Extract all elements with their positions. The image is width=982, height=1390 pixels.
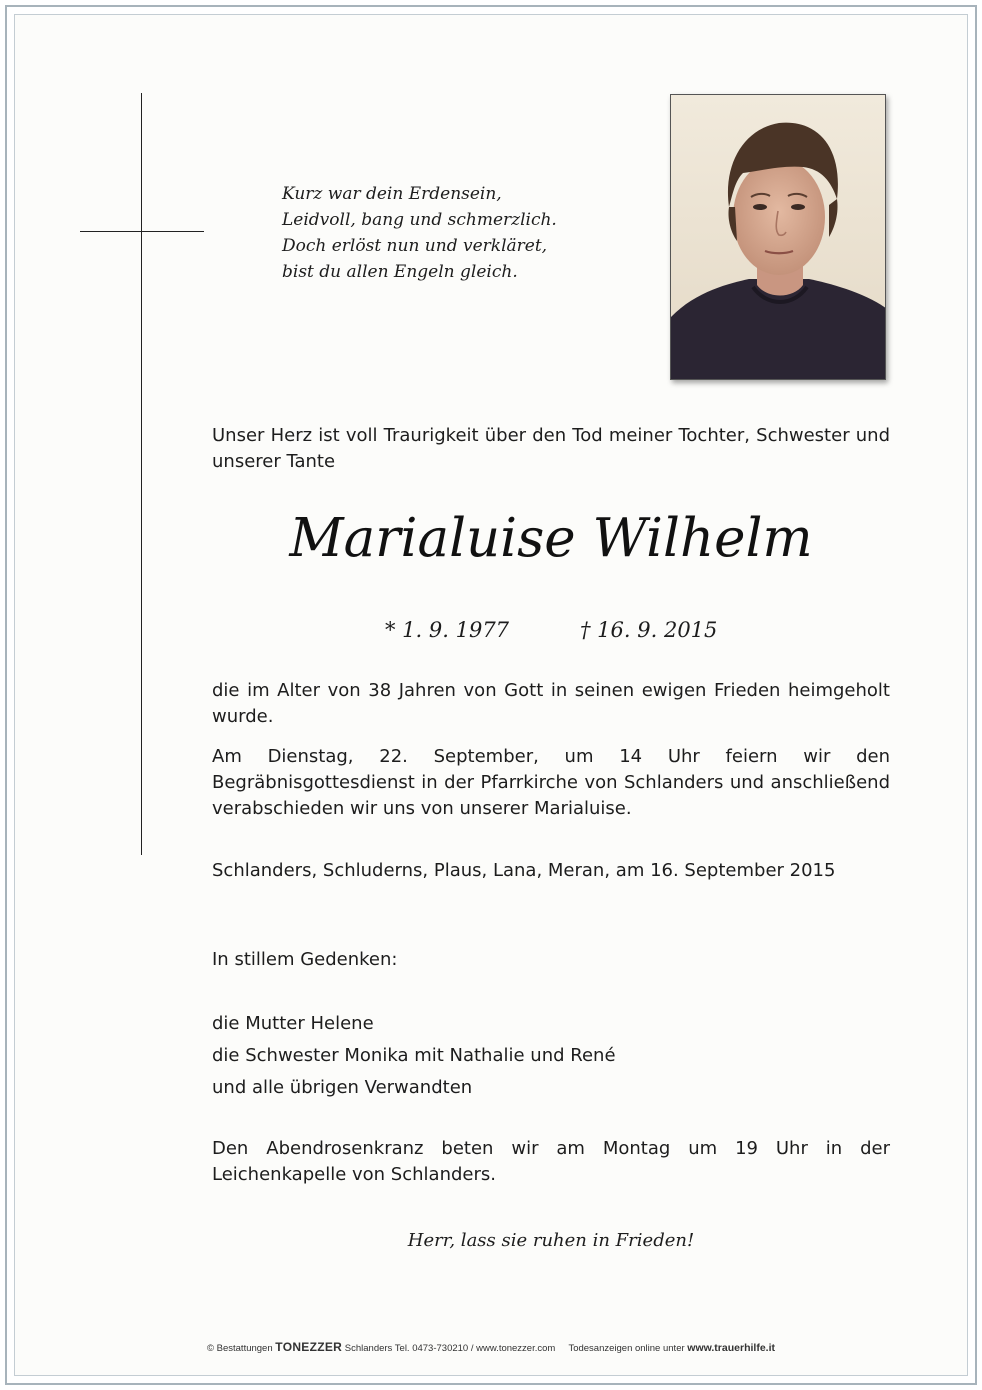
footer-prefix: © Bestattungen bbox=[207, 1343, 273, 1354]
poem-line: Kurz war dein Erdensein, bbox=[282, 184, 502, 204]
mourner-line: und alle übrigen Verwandten bbox=[212, 1077, 473, 1098]
footer-tel: Tel. 0473-730210 / www.tonezzer.com bbox=[394, 1343, 556, 1354]
cross-icon-vertical bbox=[141, 93, 142, 855]
mourners-list bbox=[212, 1008, 890, 1104]
mourner-line: die Schwester Monika mit Nathalie und René bbox=[212, 1045, 616, 1066]
footer-brand: TONEZZER bbox=[275, 1340, 343, 1354]
mourner-line: die Mutter Helene bbox=[212, 1013, 374, 1034]
portrait-photo bbox=[670, 94, 886, 380]
funeral-paragraph: Am Dienstag, 22. September, um 14 Uhr feiern wir den Begräbnisgottesdienst in der Pfarrkirche von Schlanders und anschließend verabschieden wir uns von unserer Marialuise. bbox=[212, 746, 890, 819]
poem-line: Leidvoll, bang und schmerzlich. bbox=[282, 210, 557, 230]
poem-line: Doch erlöst nun und verkläret, bbox=[282, 236, 548, 256]
rosary-paragraph: Den Abendrosenkranz beten wir am Montag um 19 Uhr in der Leichenkapelle von Schlanders. bbox=[212, 1138, 890, 1185]
age-paragraph: die im Alter von 38 Jahren von Gott in seinen ewigen Frieden heimgeholt wurde. bbox=[212, 680, 890, 727]
footer-online: Todesanzeigen online unter bbox=[568, 1343, 685, 1354]
memory-heading: In stillem Gedenken: bbox=[212, 949, 398, 970]
poem-line: bist du allen Engeln gleich. bbox=[282, 262, 518, 282]
cross-icon-horizontal bbox=[80, 231, 204, 232]
intro-text: Unser Herz ist voll Traurigkeit über den Tod meiner Tochter, Schwester und unserer Tante bbox=[212, 425, 890, 472]
death-date: † 16. 9. 2015 bbox=[580, 618, 718, 642]
footer-location: Schlanders bbox=[344, 1343, 393, 1354]
portrait-illustration bbox=[671, 95, 886, 380]
places-date: Schlanders, Schluderns, Plaus, Lana, Meran, am 16. September 2015 bbox=[212, 860, 836, 881]
footer-site-link[interactable]: www.trauerhilfe.it bbox=[687, 1342, 775, 1354]
deceased-name: Marialuise Wilhelm bbox=[289, 508, 813, 569]
closing-line: Herr, lass sie ruhen in Frieden! bbox=[407, 1230, 695, 1251]
footer bbox=[0, 1340, 982, 1356]
poem bbox=[282, 181, 602, 285]
birth-date: * 1. 9. 1977 bbox=[385, 618, 510, 642]
